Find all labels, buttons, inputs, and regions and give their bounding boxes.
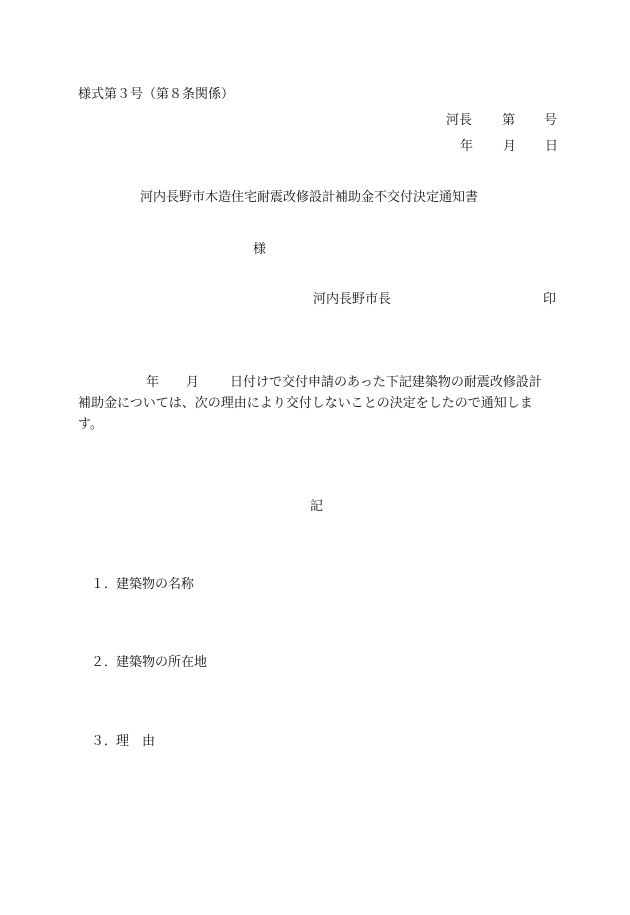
body-line-3: す。: [78, 417, 103, 432]
document-title: 河内長野市木造住宅耐震改修設計補助金不交付決定通知書: [140, 190, 479, 205]
body-month-label: 月: [186, 375, 200, 390]
item-number: ３．: [91, 734, 118, 749]
reference-go: 号: [544, 113, 558, 128]
body-line-2: 補助金については、次の理由により交付しないことの決定をしたので通知しま: [78, 396, 533, 411]
item-label: 理 由: [116, 734, 156, 749]
body-paragraph: [78, 372, 558, 435]
date-year-label: 年: [460, 139, 474, 154]
date-month-label: 月: [503, 139, 517, 154]
list-item-reason: [91, 734, 291, 750]
reference-number: [446, 113, 558, 129]
issue-date: [460, 139, 558, 155]
date-day-label: 日: [545, 139, 559, 154]
list-item-building-location: [91, 655, 291, 671]
list-item-building-name: [91, 577, 291, 593]
item-number: １．: [91, 577, 118, 592]
item-label: 建築物の所在地: [116, 655, 208, 670]
ki-heading: 記: [310, 499, 324, 514]
body-line-1-text: 日付けで交付申請のあった下記建築物の耐震改修設計: [230, 375, 542, 390]
reference-prefix: 河長: [446, 113, 473, 128]
item-label: 建築物の名称: [116, 577, 195, 592]
seal-mark: 印: [543, 292, 557, 307]
body-line-1: [78, 372, 558, 393]
item-number: ２．: [91, 655, 118, 670]
form-number: 様式第３号（第８条関係）: [78, 87, 235, 102]
issuer-name: 河内長野市長: [313, 292, 392, 307]
recipient-suffix: 様: [253, 242, 267, 257]
reference-dai: 第: [502, 113, 516, 128]
body-year-label: 年: [146, 375, 160, 390]
